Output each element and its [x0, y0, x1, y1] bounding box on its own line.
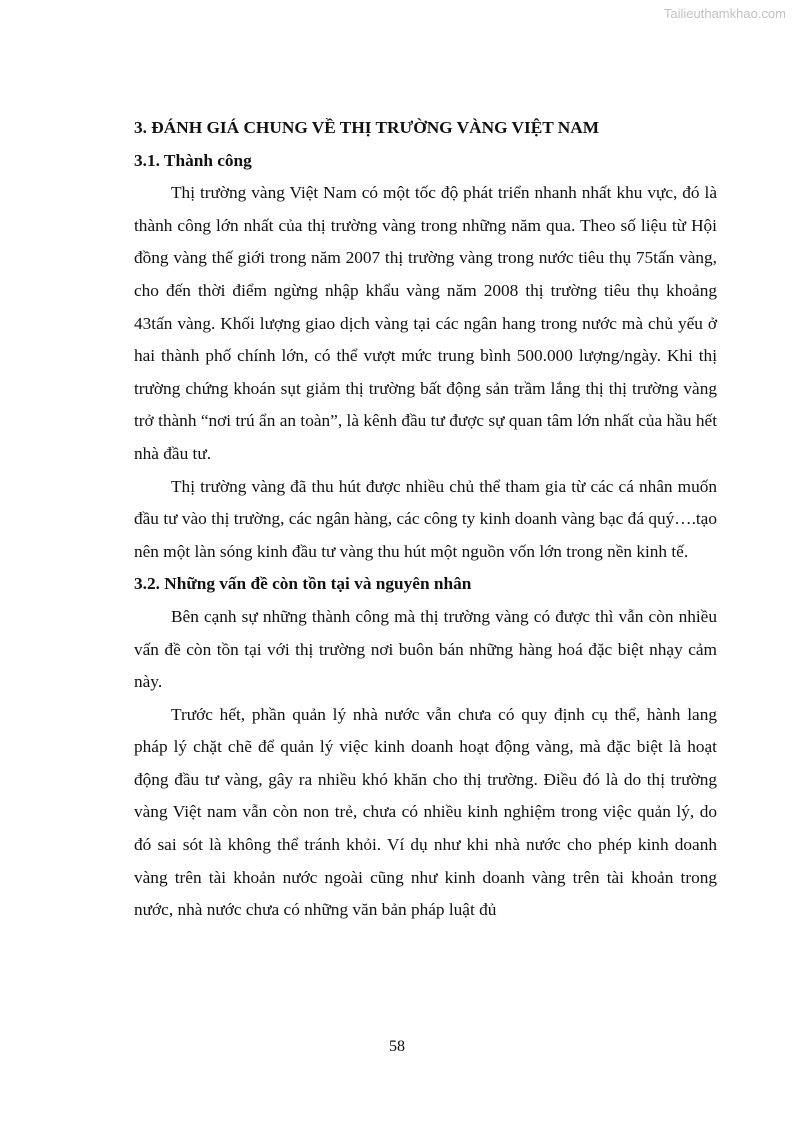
paragraph: Thị trường vàng Việt Nam có một tốc độ phát triển nhanh nhất khu vực, đó là thành công lớn nhất của thị trường vàng trong những năm qua. Theo số liệu từ Hội đồng vàng thế giới trong năm 2007 thị trường vàng trong nước tiêu thụ 75tấn vàng, cho đến thời điểm ngừng nhập khẩu vàng năm 2008 thị trường tiêu thụ khoảng 43tấn vàng. Khối lượng giao dịch vàng tại các ngân hang trong nước mà chủ yếu ở hai thành phố chính lớn, có thể vượt mức trung bình 500.000 lượng/ngày. Khi thị trường chứng khoán sụt giảm thị trường bất động sản trầm lắng thị thị trường vàng trở thành “nơi trú ẩn an toàn”, là kênh đầu tư được sự quan tâm lớn nhất của hầu hết nhà đầu tư. [134, 183, 717, 463]
page-number: 58 [389, 1038, 405, 1055]
subsection-title-success: 3.1. Thành công [134, 150, 252, 170]
paragraph: Thị trường vàng đã thu hút được nhiều chủ thể tham gia từ các cá nhân muốn đầu tư vào thị trường, các ngân hàng, các công ty kinh doanh vàng bạc đá quý….tạo nên một làn sóng kinh đầu tư vàng thu hút một nguồn vốn lớn trong nền kinh tế. [134, 476, 717, 561]
paragraph: Trước hết, phần quản lý nhà nước vẫn chưa có quy định cụ thể, hành lang pháp lý chặt chẽ để quản lý việc kinh doanh hoạt động vàng, mà đặc biệt là hoạt động đầu tư vàng, gây ra nhiều khó khăn cho thị trường. Điều đó là do thị trường vàng Việt nam vẫn còn non trẻ, chưa có nhiều kinh nghiệm trong việc quản lý, do đó sai sót là không thể tránh khỏi. Ví dụ như khi nhà nước cho phép kinh doanh vàng trên tài khoản nước ngoài cũng như kinh doanh vàng trên tài khoản trong nước, nhà nước chưa có những văn bản pháp luật đủ [134, 704, 717, 920]
subsection-title-issues: 3.2. Những vấn đề còn tồn tại và nguyên nhân [134, 574, 472, 594]
section-title: 3. ĐÁNH GIÁ CHUNG VỀ THỊ TRƯỜNG VÀNG VIỆT NAM [134, 118, 600, 137]
paragraph: Bên cạnh sự những thành công mà thị trường vàng có được thì vẫn còn nhiều vấn đề còn tồn tại với thị trường nơi buôn bán những hàng hoá đặc biệt nhạy cảm này. [134, 606, 717, 692]
document-body [134, 112, 717, 927]
watermark-text: Tailieuthamkhao.com [663, 6, 786, 21]
